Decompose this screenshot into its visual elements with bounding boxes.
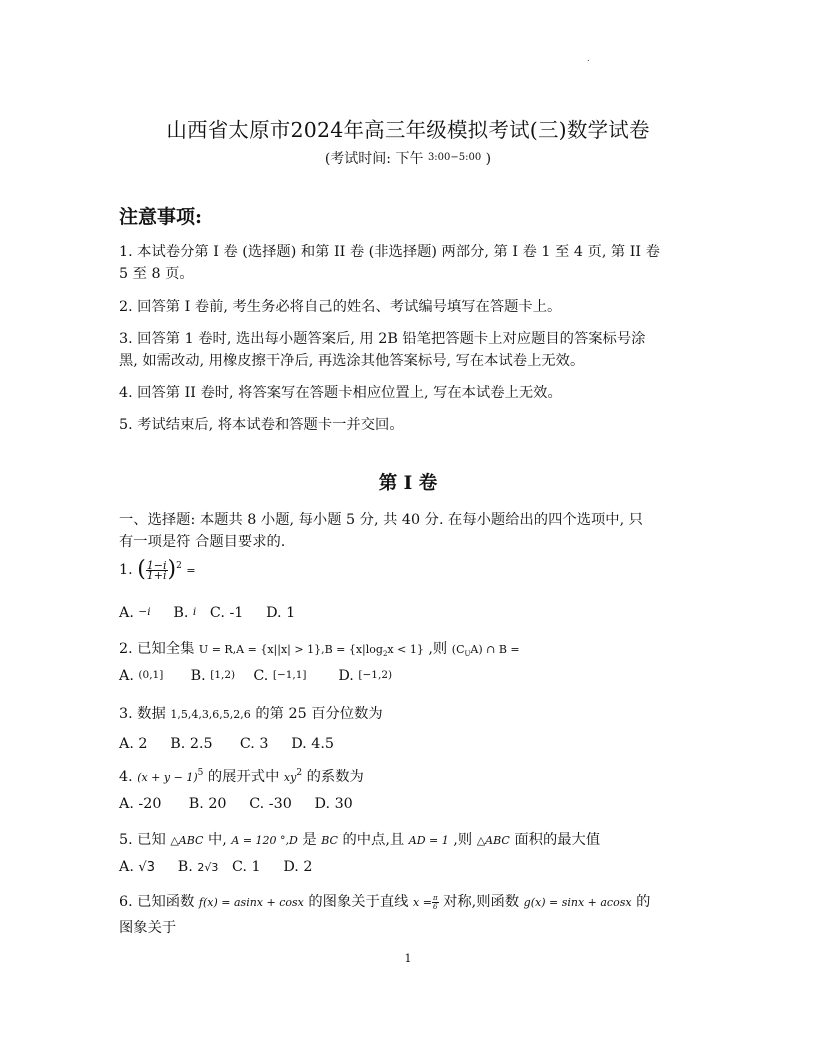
q5-option-c: C. 1 — [231, 859, 261, 875]
q1-option-a-value: −i — [138, 606, 151, 618]
page-number: 1 — [404, 952, 412, 965]
q5-option-a-value: √3 — [138, 860, 155, 875]
q1-option-b-label: B. — [173, 605, 193, 621]
q4-option-c: C. -30 — [249, 796, 292, 812]
q4-expr-power: 5 — [197, 768, 204, 779]
q1-option-a-label: A. — [119, 605, 139, 621]
q5-option-a — [119, 859, 155, 875]
q5-option-a-label: A. — [119, 859, 139, 875]
q2-prefix: 2. 已知全集 — [119, 641, 199, 657]
q1-fraction — [146, 558, 168, 582]
q6-function-g: g(x) = sinx + acosx — [523, 896, 632, 909]
q6-frac-num: π — [432, 893, 438, 902]
q5-cond-2: AD = 1 — [408, 834, 449, 847]
q6-frac-den: 6 — [433, 902, 438, 911]
q1-option-b-value: i — [192, 606, 197, 618]
notice-item-1 — [119, 241, 660, 285]
q6-function-f: f(x) = asinx + cosx — [198, 896, 304, 909]
notice-item-3-line2: 黑, 如需改动, 用橡皮擦干净后, 再选涂其他答案标号, 写在本试卷上无效。 — [119, 353, 585, 369]
q3-option-c: C. 3 — [239, 736, 269, 752]
q2-math-2b: A) ∩ B = — [470, 643, 520, 656]
exam-title: 山西省太原市2024年高三年级模拟考试(三)数学试卷 — [166, 118, 650, 142]
q5-option-b-value: 2√3 — [197, 861, 219, 874]
q2-option-b-value: [1,2) — [210, 669, 236, 681]
question-1-options — [119, 605, 295, 621]
q6-text-b: 对称,则函数 — [438, 894, 524, 910]
q2-option-c — [253, 668, 306, 684]
q2-option-b — [191, 668, 236, 684]
q6-line-eq: x = — [413, 896, 432, 909]
q5-segment: BC — [321, 834, 338, 847]
exam-time — [0, 148, 816, 168]
section-title: 第 I 卷 — [378, 473, 438, 494]
q2-option-d-label: D. — [338, 668, 359, 684]
notice-item-5: 5. 考试结束后, 将本试卷和答题卡一并交回。 — [119, 417, 404, 433]
section-intro-line2: 有一项是符 合题目要求的. — [119, 534, 286, 550]
q2-math-1 — [198, 643, 424, 659]
q3-option-a: A. 2 — [119, 736, 148, 752]
q2-option-d-value: [−1,2) — [358, 669, 393, 681]
question-6-stem-line2: 图象关于 — [119, 920, 177, 936]
q1-option-a — [119, 605, 151, 621]
notice-item-4: 4. 回答第 II 卷时, 将答案写在答题卡相应位置上, 写在本试卷上无效。 — [119, 385, 562, 401]
q1-power: 2 — [176, 561, 182, 572]
q6-fraction — [432, 894, 439, 911]
q3-option-d: D. 4.5 — [291, 736, 335, 752]
q2-option-b-label: B. — [190, 668, 211, 684]
q1-frac-num: 1−i — [146, 558, 167, 572]
q1-option-d: D. 1 — [266, 605, 296, 621]
q2-option-c-value: [−1,1] — [272, 669, 307, 681]
q3-option-b: B. 2.5 — [170, 736, 213, 752]
q1-frac-den: 1+i — [146, 568, 167, 582]
q3-prefix: 3. 数据 — [119, 706, 171, 722]
q4-option-b: B. 20 — [188, 796, 227, 812]
notice-item-3 — [119, 328, 645, 372]
q2-math-1a: U = R,A = {x||x| > 1},B = {x|log — [198, 643, 383, 656]
q2-math-2-sub: U — [464, 650, 471, 659]
question-5-options — [119, 859, 312, 875]
q4-term-power: 2 — [296, 768, 303, 779]
q4-expr: (x + y − 1) — [137, 771, 198, 784]
q3-suffix: 的第 25 百分位数为 — [250, 706, 383, 722]
q5-text-a: 中, — [203, 832, 232, 848]
q4-prefix: 4. — [119, 769, 138, 785]
notice-item-2: 2. 回答第 I 卷前, 考生务必将自己的姓名、考试编号填写在答题卡上。 — [119, 299, 562, 315]
q5-option-d: D. 2 — [283, 859, 313, 875]
question-6-stem — [119, 891, 650, 911]
question-1-stem — [119, 559, 196, 581]
q1-option-c: C. -1 — [209, 605, 244, 621]
question-5-stem — [119, 829, 600, 849]
q5-prefix: 5. 已知 — [119, 832, 171, 848]
q5-text-c: 的中点,且 — [337, 832, 409, 848]
q4-mid: 的展开式中 — [203, 769, 284, 785]
question-2-options — [119, 668, 392, 684]
q4-term: xy — [283, 771, 297, 784]
q2-option-a-label: A. — [119, 668, 139, 684]
notice-item-3-line1: 3. 回答第 1 卷时, 选出每小题答案后, 用 2B 铅笔把答题卡上对应题目的答案标号涂 — [119, 331, 646, 347]
question-4-options — [119, 796, 353, 812]
q1-label: 1. — [119, 562, 133, 578]
question-2-stem — [119, 638, 520, 658]
q5-cond-1: A = 120 °,D — [231, 834, 298, 847]
q1-close-paren: ) — [167, 557, 177, 582]
question-3-options — [119, 736, 334, 752]
exam-time-prefix: (考试时间: 下午 — [324, 151, 428, 167]
q1-open-paren: ( — [137, 557, 146, 582]
q5-triangle-1: △ABC — [170, 834, 204, 847]
q4-suffix: 的系数为 — [302, 769, 364, 785]
notice-item-1-line1: 1. 本试卷分第 I 卷 (选择题) 和第 II 卷 (非选择题) 两部分, 第 I 卷 1 至 4 页, 第 II 卷 — [119, 244, 660, 260]
q5-option-b-label: B. — [177, 859, 198, 875]
q4-option-a: A. -20 — [119, 796, 162, 812]
q6-text-a: 的图象关于直线 — [303, 894, 414, 910]
q6-text-c: 的 — [631, 894, 651, 910]
q2-mid: ,则 — [423, 641, 452, 657]
notice-heading: 注意事项: — [119, 206, 203, 228]
q1-equals: = — [186, 564, 196, 577]
question-3-stem — [119, 703, 383, 723]
section-intro-line1: 一、选择题: 本题共 8 小题, 每小题 5 分, 共 40 分. 在每小题给出的四个选项中, 只 — [119, 512, 643, 528]
q2-math-1b: x < 1} — [387, 643, 424, 656]
q2-option-a-value: (0,1] — [138, 669, 164, 681]
q2-math-2a: (C — [451, 643, 465, 656]
q4-option-d: D. 30 — [314, 796, 353, 812]
section-intro — [119, 509, 643, 553]
q3-data: 1,5,4,3,6,5,2,6 — [170, 708, 251, 721]
q5-text-d: ,则 — [448, 832, 477, 848]
q2-option-c-label: C. — [253, 668, 273, 684]
q1-option-b — [173, 605, 196, 621]
q2-math-2 — [451, 643, 520, 659]
q6-prefix: 6. 已知函数 — [119, 894, 199, 910]
notice-item-1-line2: 5 至 8 页。 — [119, 266, 194, 282]
exam-time-value: 3:00−5:00 — [427, 152, 482, 163]
q2-option-a — [119, 668, 163, 684]
q5-text-e: 面积的最大值 — [509, 832, 601, 848]
corner-mark: . — [587, 54, 590, 63]
q5-text-b: 是 — [297, 832, 322, 848]
question-4-stem — [119, 766, 364, 786]
q5-option-b — [178, 859, 219, 875]
exam-time-suffix: ) — [481, 151, 492, 167]
q5-triangle-2: △ABC — [476, 834, 510, 847]
q2-math-1-sub: 2 — [382, 650, 388, 659]
q2-option-d — [338, 668, 392, 684]
